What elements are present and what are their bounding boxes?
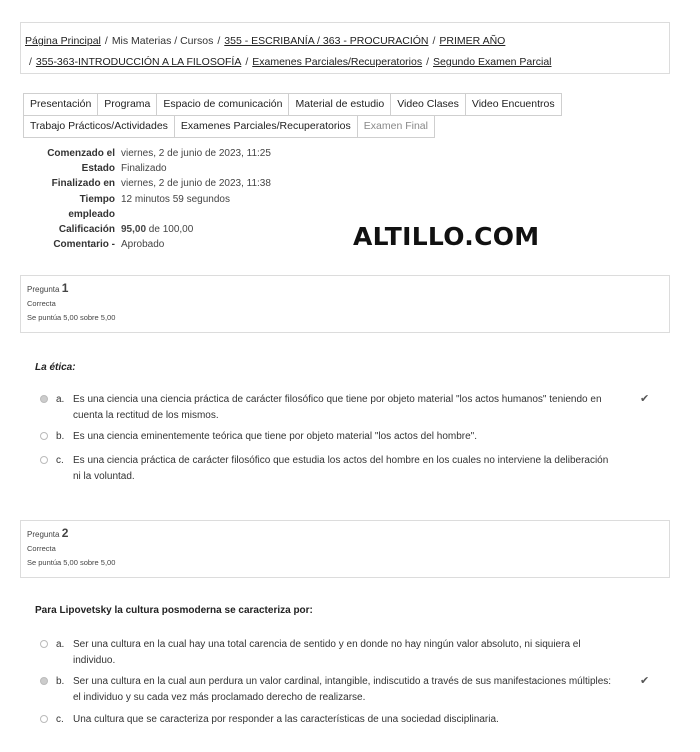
answer-text: Una cultura que se caracteriza por responder a las características de una sociedad disciplinaria. (73, 714, 499, 725)
tab-programa[interactable]: Programa (97, 93, 157, 116)
breadcrumb-exam-link[interactable]: Segundo Examen Parcial (433, 56, 552, 68)
state-value: Finalizado (121, 163, 167, 175)
started-value: viernes, 2 de junio de 2023, 11:25 (121, 148, 271, 159)
breadcrumb-section-link[interactable]: Examenes Parciales/Recuperatorios (252, 56, 423, 68)
radio-selected[interactable] (40, 677, 48, 685)
breadcrumb-course-link[interactable]: 355-363-INTRODUCCIÓN A LA FILOSOFÍA (35, 56, 242, 68)
comment-label: Comentario - (53, 239, 115, 251)
breadcrumb-separator: / (245, 56, 249, 68)
answer-option[interactable] (40, 392, 660, 423)
breadcrumb-year-link[interactable]: PRIMER AÑO (439, 35, 506, 47)
check-icon: ✔ (640, 393, 650, 405)
grade-label: Calificación (58, 224, 115, 236)
tab-examen-final[interactable]: Examen Final (357, 115, 435, 138)
tab-examenes-parciales[interactable]: Examenes Parciales/Recuperatorios (174, 115, 358, 138)
question-text-1: La ética: (35, 362, 76, 373)
question-status: Correcta (27, 299, 56, 308)
radio-unselected[interactable] (40, 715, 48, 723)
course-tabs (23, 93, 623, 137)
finished-label: Finalizado en (51, 178, 115, 190)
summary-row-started (23, 146, 271, 161)
summary-row-comment (23, 237, 271, 252)
breadcrumb-home-link[interactable]: Página Principal (25, 35, 101, 47)
answer-letter: c. (56, 714, 64, 725)
answer-option[interactable] (40, 453, 660, 484)
answer-text: Es una ciencia eminentemente teórica que tiene por objeto material "los actos del hombre". (73, 431, 477, 442)
answer-letter: a. (56, 394, 65, 405)
breadcrumb (20, 22, 670, 74)
time-label (23, 192, 121, 222)
attempt-summary (23, 146, 271, 252)
tab-video-clases[interactable]: Video Clases (390, 93, 466, 116)
answer-text: Es una ciencia práctica de carácter filosófico que estudia los actos del hombre en los cuales no interviene la deliberación ni la voluntad. (73, 455, 609, 482)
answer-letter: b. (56, 431, 65, 442)
radio-unselected[interactable] (40, 640, 48, 648)
answer-option[interactable] (40, 712, 660, 728)
time-label-line-1: Tiempo (79, 193, 115, 205)
summary-row-state (23, 161, 271, 176)
state-label: Estado (81, 163, 115, 175)
tab-material-estudio[interactable]: Material de estudio (288, 93, 391, 116)
breadcrumb-separator: / (426, 56, 430, 68)
tab-trabajos-practicos[interactable]: Trabajo Prácticos/Actividades (23, 115, 175, 138)
radio-selected[interactable] (40, 395, 48, 403)
summary-row-finished (23, 176, 271, 191)
breadcrumb-separator: / (29, 56, 32, 68)
summary-row-time (23, 192, 271, 222)
question-number (27, 281, 663, 297)
question-score: Se puntúa 5,00 sobre 5,00 (27, 558, 116, 567)
tab-row-2 (23, 115, 623, 137)
check-icon: ✔ (640, 675, 650, 687)
question-number (27, 526, 663, 542)
tab-row-1 (23, 93, 623, 115)
grade-score: 95,00 (121, 224, 147, 236)
answer-text: Es una ciencia una ciencia práctica de carácter filosófico que tiene por objeto material "los actos humanos" teniendo en cuenta la rectitud de los mismos. (73, 394, 602, 421)
question-score: Se puntúa 5,00 sobre 5,00 (27, 313, 116, 322)
tab-presentacion[interactable]: Presentación (23, 93, 98, 116)
question-status: Correcta (27, 544, 56, 553)
watermark: ALTILLO.COM (353, 222, 540, 251)
time-label-line-2: empleado (68, 208, 115, 220)
breadcrumb-separator: / (217, 35, 221, 47)
answer-letter: b. (56, 676, 65, 687)
question-text-2: Para Lipovetsky la cultura posmoderna se caracteriza por: (35, 605, 313, 616)
radio-unselected[interactable] (40, 432, 48, 440)
summary-row-grade (23, 222, 271, 237)
radio-unselected[interactable] (40, 456, 48, 464)
tab-video-encuentros[interactable]: Video Encuentros (465, 93, 562, 116)
question-label: Pregunta (27, 285, 60, 294)
answer-option[interactable] (40, 674, 660, 705)
breadcrumb-courses: Mis Materias / Cursos (111, 35, 214, 47)
question-label: Pregunta (27, 530, 60, 539)
answer-letter: a. (56, 639, 65, 650)
tab-espacio-comunicacion[interactable]: Espacio de comunicación (156, 93, 289, 116)
comment-value: Aprobado (121, 239, 165, 251)
answer-text: Ser una cultura en la cual aun perdura un valor cardinal, intangible, indiscutido a través de sus manifestaciones múltiples: el individuo y su cada vez más proclamado derecho de realizarse. (73, 676, 612, 703)
breadcrumb-career-link[interactable]: 355 - ESCRIBANÍA / 363 - PROCURACIÓN (224, 35, 429, 47)
grade-value (121, 222, 271, 237)
question-number-value: 1 (61, 281, 69, 295)
question-number-value: 2 (61, 526, 69, 540)
question-info-1 (20, 275, 670, 333)
grade-max: de 100,00 (146, 224, 194, 236)
answer-option[interactable] (40, 429, 660, 445)
breadcrumb-separator: / (432, 35, 436, 47)
answer-text: Ser una cultura en la cual hay una total carencia de sentido y en donde no hay ningún valor absoluto, ni siquiera el individuo. (73, 639, 581, 666)
started-label: Comenzado el (47, 148, 115, 159)
finished-value: viernes, 2 de junio de 2023, 11:38 (121, 178, 271, 190)
breadcrumb-separator: / (104, 35, 108, 47)
question-info-2 (20, 520, 670, 578)
time-value: 12 minutos 59 segundos (121, 193, 230, 205)
answer-option[interactable] (40, 637, 660, 668)
answer-letter: c. (56, 455, 64, 466)
